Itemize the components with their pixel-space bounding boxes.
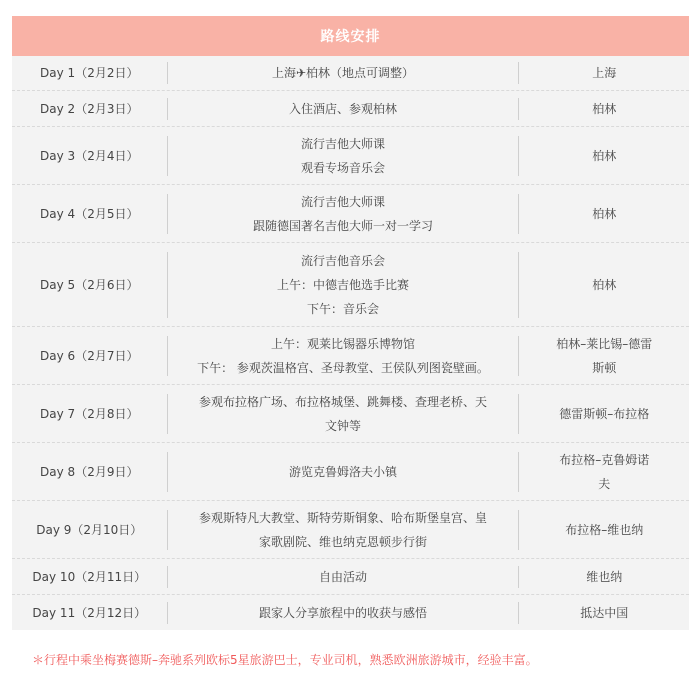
- activity-cell: [168, 385, 519, 442]
- location-cell: [519, 185, 689, 242]
- table-row: [12, 594, 689, 630]
- activity-line: 入住酒店、参观柏林: [288, 101, 397, 116]
- location-cell: [519, 595, 689, 630]
- activity-line: 自由活动: [318, 569, 367, 584]
- location-line: 德雷斯顿–布拉格: [559, 406, 650, 421]
- day-label: Day 4（2月5日）: [40, 206, 139, 221]
- activity-line: 跟随德国著名吉他大师一对一学习: [252, 218, 433, 233]
- day-cell: [12, 56, 167, 90]
- activity-cell: [168, 127, 519, 184]
- table-row: [12, 384, 689, 442]
- table-row: [12, 90, 689, 126]
- table-body: [12, 56, 689, 630]
- activity-cell: [168, 327, 519, 384]
- activity-cell: [168, 559, 519, 594]
- day-label: Day 9（2月10日）: [36, 522, 143, 537]
- location-line: 斯顿: [592, 360, 617, 375]
- day-label: Day 5（2月6日）: [40, 277, 139, 292]
- activity-cell: [168, 501, 519, 558]
- location-line: 柏林: [592, 206, 617, 221]
- activity-line: 观看专场音乐会: [300, 160, 385, 175]
- day-label: Day 6（2月7日）: [40, 348, 139, 363]
- table-row: [12, 326, 689, 384]
- activity-line: 下午： 参观茨温格宫、圣母教堂、王侯队列图瓷壁画。: [197, 360, 489, 375]
- activity-line: 上午：观莱比锡器乐博物馆: [270, 336, 415, 351]
- table-title: 路线安排: [12, 16, 689, 56]
- day-cell: [12, 443, 167, 500]
- activity-line: 参观布拉格广场、布拉格城堡、跳舞楼、查理老桥、天: [198, 394, 487, 409]
- day-cell: [12, 127, 167, 184]
- day-label: Day 8（2月9日）: [40, 464, 139, 479]
- activity-line: 流行吉他大师课: [300, 194, 385, 209]
- location-cell: [519, 56, 689, 90]
- activity-line: 家歌剧院、维也纳克恩顿步行街: [258, 534, 427, 549]
- day-label: Day 10（2月11日）: [32, 569, 147, 584]
- day-cell: [12, 385, 167, 442]
- table-row: [12, 500, 689, 558]
- table-row: [12, 242, 689, 326]
- day-label: Day 2（2月3日）: [40, 101, 139, 116]
- activity-line: 游览克鲁姆洛夫小镇: [288, 464, 397, 479]
- location-cell: [519, 243, 689, 326]
- location-line: 布拉格–克鲁姆诺: [559, 452, 650, 467]
- day-label: Day 7（2月8日）: [40, 406, 139, 421]
- location-line: 柏林: [592, 101, 617, 116]
- activity-cell: [168, 595, 519, 630]
- activity-cell: [168, 56, 519, 90]
- location-line: 维也纳: [586, 569, 623, 584]
- activity-line: 跟家人分享旅程中的收获与感悟: [258, 605, 427, 620]
- activity-cell: [168, 443, 519, 500]
- activity-line: 流行吉他音乐会: [300, 253, 385, 268]
- table-row: [12, 558, 689, 594]
- location-line: 抵达中国: [580, 605, 629, 620]
- location-cell: [519, 385, 689, 442]
- activity-cell: [168, 243, 519, 326]
- activity-cell: [168, 185, 519, 242]
- activity-line: 文钟等: [324, 418, 361, 433]
- day-cell: [12, 595, 167, 630]
- location-line: 柏林–莱比锡–德雷: [556, 336, 653, 351]
- location-cell: [519, 559, 689, 594]
- location-cell: [519, 501, 689, 558]
- table-row: [12, 442, 689, 500]
- location-line: 柏林: [592, 148, 617, 163]
- day-label: Day 1（2月2日）: [40, 66, 139, 80]
- day-cell: [12, 185, 167, 242]
- day-cell: [12, 559, 167, 594]
- location-cell: [519, 127, 689, 184]
- location-cell: [519, 443, 689, 500]
- activity-line: 上海✈柏林（地点可调整）: [271, 66, 415, 80]
- location-cell: [519, 91, 689, 126]
- location-line: 布拉格–维也纳: [565, 522, 644, 537]
- footnote: ＊行程中乘坐梅赛德斯–奔驰系列欧标5星旅游巴士，专业司机，熟悉欧洲旅游城市，经验丰富。: [32, 653, 538, 667]
- itinerary-table: [12, 16, 689, 630]
- activity-line: 下午：音乐会: [306, 301, 379, 316]
- table-row: [12, 56, 689, 90]
- activity-line: 上午：中德吉他选手比赛: [276, 277, 409, 292]
- table-row: [12, 184, 689, 242]
- location-line: 上海: [592, 66, 617, 80]
- table-row: [12, 126, 689, 184]
- activity-line: 参观斯特凡大教堂、斯特劳斯铜象、哈布斯堡皇宫、皇: [198, 510, 487, 525]
- activity-cell: [168, 91, 519, 126]
- day-cell: [12, 243, 167, 326]
- location-line: 夫: [598, 476, 611, 491]
- location-line: 柏林: [592, 277, 617, 292]
- activity-line: 流行吉他大师课: [300, 136, 385, 151]
- day-cell: [12, 501, 167, 558]
- day-cell: [12, 91, 167, 126]
- day-label: Day 3（2月4日）: [40, 148, 139, 163]
- location-cell: [519, 327, 689, 384]
- day-cell: [12, 327, 167, 384]
- day-label: Day 11（2月12日）: [32, 605, 147, 620]
